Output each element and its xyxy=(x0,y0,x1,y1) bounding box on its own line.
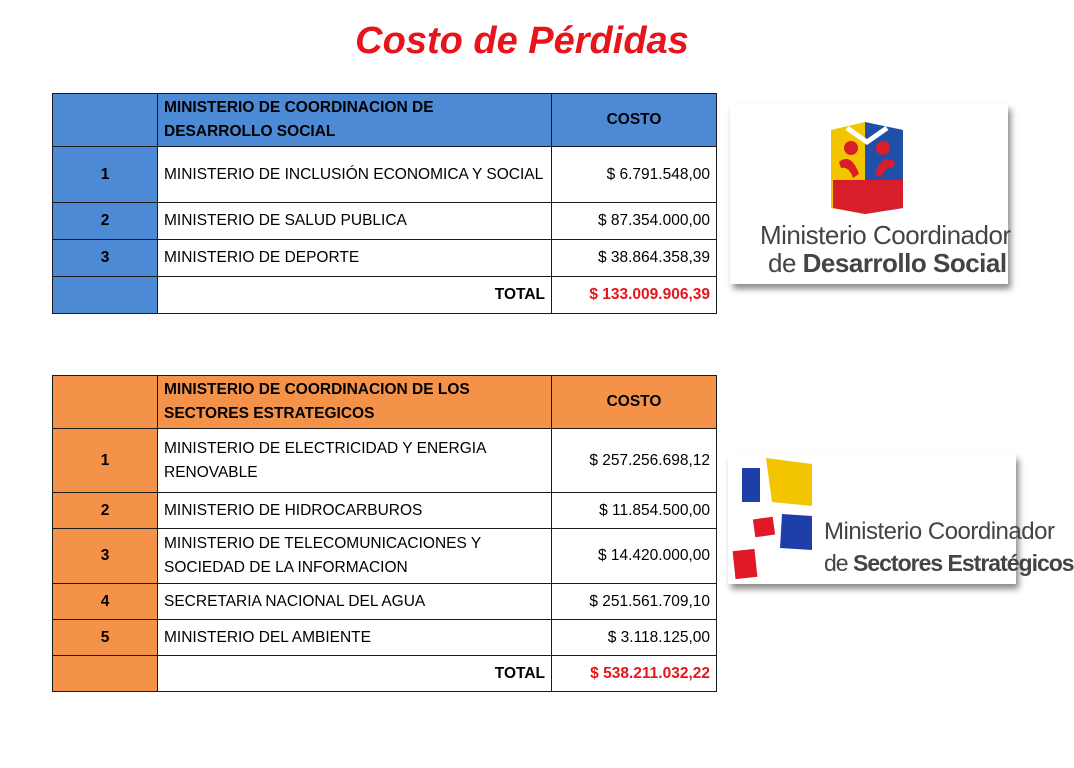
row-number: 2 xyxy=(53,493,158,529)
row-ministry: SECRETARIA NACIONAL DEL AGUA xyxy=(158,584,552,620)
row-number: 5 xyxy=(53,620,158,656)
row-ministry: MINISTERIO DE DEPORTE xyxy=(158,240,552,277)
row-cost: $ 257.256.698,12 xyxy=(552,429,717,493)
row-cost: $ 38.864.358,39 xyxy=(552,240,717,277)
total-row xyxy=(53,277,717,314)
table-row xyxy=(53,584,717,620)
header-num-cell xyxy=(53,376,158,429)
table-row xyxy=(53,240,717,277)
row-cost: $ 251.561.709,10 xyxy=(552,584,717,620)
row-ministry: MINISTERIO DE INCLUSIÓN ECONOMICA Y SOCIAL xyxy=(158,147,552,203)
logo-ministry-line: Ministerio Coordinador xyxy=(824,518,1055,545)
row-ministry: MINISTERIO DE HIDROCARBUROS xyxy=(158,493,552,529)
row-number: 3 xyxy=(53,240,158,277)
logo-desarrollo-social-line xyxy=(768,248,1007,279)
logo-prefix: de xyxy=(768,248,803,278)
row-ministry: MINISTERIO DE TELECOMUNICACIONES Y SOCIEDAD DE LA INFORMACION xyxy=(158,529,552,584)
table-row xyxy=(53,493,717,529)
header-num-cell xyxy=(53,94,158,147)
row-ministry: MINISTERIO DE ELECTRICIDAD Y ENERGIA RENOVABLE xyxy=(158,429,552,493)
header-ministry-cell: MINISTERIO DE COORDINACION DE LOS SECTORES ESTRATEGICOS xyxy=(158,376,552,429)
row-number: 3 xyxy=(53,529,158,584)
logo-prefix: de xyxy=(824,550,853,576)
sectores-estrategicos-cost-table xyxy=(52,375,717,692)
header-ministry-cell: MINISTERIO DE COORDINACION DE DESARROLLO SOCIAL xyxy=(158,94,552,147)
total-num-cell xyxy=(53,277,158,314)
row-cost: $ 87.354.000,00 xyxy=(552,203,717,240)
total-row xyxy=(53,656,717,692)
desarrollo-social-cost-table xyxy=(52,93,717,314)
total-label: TOTAL xyxy=(158,277,552,314)
row-cost: $ 14.420.000,00 xyxy=(552,529,717,584)
logo-sectores-estrategicos-line xyxy=(824,550,1074,577)
row-number: 1 xyxy=(53,429,158,493)
family-emblem-icon xyxy=(825,118,909,216)
desarrollo-social-logo xyxy=(730,104,1011,284)
squares-emblem-icon xyxy=(732,458,816,580)
total-value: $ 538.211.032,22 xyxy=(552,656,717,692)
table-row xyxy=(53,620,717,656)
row-ministry: MINISTERIO DE SALUD PUBLICA xyxy=(158,203,552,240)
row-cost: $ 11.854.500,00 xyxy=(552,493,717,529)
row-number: 4 xyxy=(53,584,158,620)
logo-bold-name: Sectores Estratégicos xyxy=(852,550,1074,576)
row-number: 1 xyxy=(53,147,158,203)
total-label: TOTAL xyxy=(158,656,552,692)
header-cost-cell: COSTO xyxy=(552,376,717,429)
logo-bold-name: Desarrollo Social xyxy=(802,248,1007,278)
row-cost: $ 3.118.125,00 xyxy=(552,620,717,656)
row-cost: $ 6.791.548,00 xyxy=(552,147,717,203)
total-value: $ 133.009.906,39 xyxy=(552,277,717,314)
page-title: Costo de Pérdidas xyxy=(355,20,689,62)
table-header-row xyxy=(53,94,717,147)
row-ministry: MINISTERIO DEL AMBIENTE xyxy=(158,620,552,656)
header-cost-cell: COSTO xyxy=(552,94,717,147)
table-row xyxy=(53,203,717,240)
total-num-cell xyxy=(53,656,158,692)
table-row xyxy=(53,147,717,203)
table-row xyxy=(53,429,717,493)
table-row xyxy=(53,529,717,584)
logo-ministry-line: Ministerio Coordinador xyxy=(760,220,1011,250)
row-number: 2 xyxy=(53,203,158,240)
sectores-estrategicos-logo xyxy=(728,454,1074,584)
table-header-row xyxy=(53,376,717,429)
